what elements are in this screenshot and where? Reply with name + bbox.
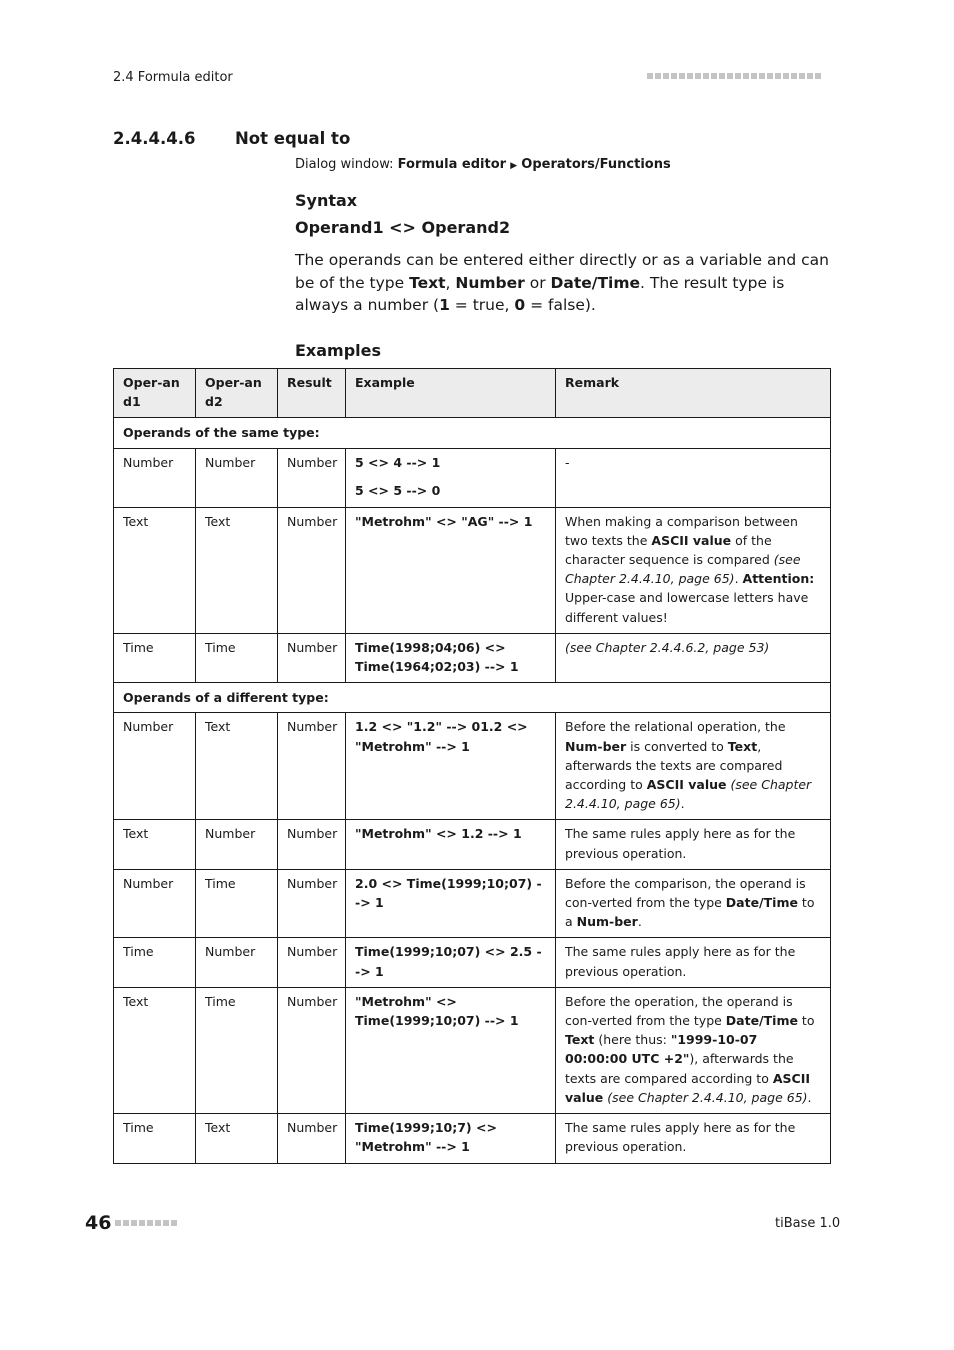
- cell-example: 1.2 <> "1.2" --> 01.2 <> "Metrohm" --> 1: [346, 713, 556, 820]
- table-row: [114, 820, 831, 869]
- cell-remark: The same rules apply here as for the previous operation.: [556, 1114, 831, 1163]
- group-label: Operands of the same type:: [114, 418, 831, 448]
- remark-bold: Date/Time: [725, 895, 798, 911]
- cell-operand1: Text: [114, 820, 196, 869]
- cell-operand2: Number: [196, 938, 278, 987]
- remark-reference: (see Chapter 2.4.4.10, page 65): [607, 1089, 808, 1105]
- footer-decoration: [115, 1220, 177, 1226]
- cell-example: "Metrohm" <> 1.2 --> 1: [346, 820, 556, 869]
- cell-operand2: Time: [196, 869, 278, 938]
- remark-text: .: [637, 914, 642, 930]
- cell-example: 2.0 <> Time(1999;10;07) --> 1: [346, 869, 556, 938]
- remark-text: of the character sequence is compared: [565, 532, 774, 568]
- cell-example: Time(1998;04;06) <> Time(1964;02;03) --> 1: [346, 633, 556, 682]
- syntax-formula: Operand1 <> Operand2: [295, 218, 511, 237]
- dialog-prefix: Dialog window:: [295, 157, 394, 172]
- cell-example: "Metrohm" <> "AG" --> 1: [346, 507, 556, 633]
- cell-operand1: Text: [114, 507, 196, 633]
- cell-operand2: Number: [196, 820, 278, 869]
- desc-text: . The result type is always a number (: [295, 273, 785, 314]
- header-decoration: [647, 73, 821, 79]
- cell-result: Number: [278, 633, 346, 682]
- remark-bold: ASCII value: [646, 777, 727, 793]
- examples-heading: Examples: [295, 341, 382, 360]
- cell-example: Time(1999;10;07) <> 2.5 --> 1: [346, 938, 556, 987]
- remark-text: Before the operation, the operand is con-verted from the type: [565, 993, 793, 1029]
- cell-remark: -: [556, 448, 831, 507]
- cell-operand1: Number: [114, 713, 196, 820]
- cell-result: Number: [278, 713, 346, 820]
- remark-bold: Date/Time: [725, 1013, 798, 1029]
- section-number: 2.4.4.4.6: [113, 129, 196, 148]
- remark-bold: ASCII value: [565, 1070, 810, 1105]
- remark-bold: ASCII value: [651, 532, 732, 548]
- desc-text: = false).: [525, 296, 596, 314]
- remark-reference: (see Chapter 2.4.4.10, page 65): [565, 777, 812, 812]
- cell-operand1: Time: [114, 938, 196, 987]
- remark-bold: Text: [727, 738, 758, 754]
- example-line: 5 <> 5 --> 0: [355, 482, 441, 498]
- table-row: [114, 633, 831, 682]
- cell-example: [346, 448, 556, 507]
- product-name: tiBase 1.0: [775, 1216, 841, 1231]
- examples-table: [113, 368, 831, 1164]
- table-row: [114, 987, 831, 1113]
- section-title: Not equal to: [235, 129, 351, 148]
- cell-example: "Metrohm" <> Time(1999;10;07) --> 1: [346, 987, 556, 1113]
- remark-text: (here thus:: [594, 1032, 671, 1048]
- remark-bold: Num-ber: [565, 738, 627, 754]
- remark-text: Before the relational operation, the: [565, 719, 786, 735]
- page-number: 46: [85, 1212, 112, 1234]
- remark-bold: "1999-10-07 00:00:00 UTC +2": [565, 1032, 758, 1067]
- cell-operand2: Text: [196, 713, 278, 820]
- table-row: [114, 1114, 831, 1163]
- col-header-operand2: Oper-and2: [196, 369, 278, 418]
- remark-text: .: [734, 571, 743, 587]
- description-paragraph: [295, 249, 835, 317]
- remark-bold: Attention:: [742, 571, 815, 587]
- remark-text: .: [807, 1089, 812, 1105]
- remark-bold: Num-ber: [576, 914, 638, 930]
- table-row: [114, 713, 831, 820]
- cell-operand1: Number: [114, 869, 196, 938]
- group-row-same-type: [114, 418, 831, 448]
- syntax-heading: Syntax: [295, 191, 358, 210]
- table-header-row: [114, 369, 831, 418]
- cell-operand1: Text: [114, 987, 196, 1113]
- dialog-path-2: Operators/Functions: [521, 157, 671, 172]
- dialog-path: [295, 157, 671, 172]
- table-row: [114, 938, 831, 987]
- cell-remark: The same rules apply here as for the previous operation.: [556, 938, 831, 987]
- cell-remark: [556, 987, 831, 1113]
- desc-text: The operands can be entered either directly or as a variable and can be of the type: [295, 251, 829, 292]
- cell-operand2: Text: [196, 507, 278, 633]
- desc-sep: or: [524, 273, 551, 292]
- group-label: Operands of a different type:: [114, 683, 831, 713]
- cell-operand1: Time: [114, 633, 196, 682]
- running-header-title: 2.4 Formula editor: [113, 70, 233, 85]
- cell-remark: The same rules apply here as for the previous operation.: [556, 820, 831, 869]
- remark-text: , afterwards the texts are compared according to: [565, 738, 783, 793]
- remark-text: to a: [565, 895, 815, 930]
- cell-remark: [556, 633, 831, 682]
- cell-operand2: Text: [196, 1114, 278, 1163]
- cell-operand2: Time: [196, 987, 278, 1113]
- col-header-example: Example: [346, 369, 556, 418]
- cell-result: Number: [278, 987, 346, 1113]
- cell-remark: [556, 713, 831, 820]
- cell-operand2: Number: [196, 448, 278, 507]
- remark-text: Upper-case and lowercase letters have different values!: [565, 590, 809, 625]
- remark-text: to: [797, 1013, 815, 1029]
- cell-result: Number: [278, 869, 346, 938]
- table-row: [114, 448, 831, 507]
- cell-result: Number: [278, 938, 346, 987]
- dialog-path-1: Formula editor: [397, 157, 507, 172]
- table-row: [114, 869, 831, 938]
- desc-sep: ,: [445, 273, 456, 292]
- desc-text: = true,: [449, 296, 515, 314]
- remark-bold: Text: [565, 1032, 595, 1048]
- col-header-operand1: Oper-and1: [114, 369, 196, 418]
- remark-text: is converted to: [626, 738, 728, 754]
- cell-result: Number: [278, 448, 346, 507]
- desc-type-number: Number: [455, 273, 525, 292]
- triangle-icon: ▶: [510, 161, 518, 171]
- cell-example: Time(1999;10;7) <> "Metrohm" --> 1: [346, 1114, 556, 1163]
- cell-result: Number: [278, 820, 346, 869]
- desc-false-value: 0: [514, 296, 526, 314]
- remark-text: Before the comparison, the operand is con-verted from the type: [565, 875, 806, 911]
- cell-result: Number: [278, 507, 346, 633]
- cell-remark: [556, 869, 831, 938]
- remark-text: .: [680, 796, 685, 812]
- cell-operand2: Time: [196, 633, 278, 682]
- col-header-remark: Remark: [556, 369, 831, 418]
- cell-result: Number: [278, 1114, 346, 1163]
- desc-true-value: 1: [439, 296, 450, 314]
- remark-text: When making a comparison between two texts the: [565, 513, 798, 548]
- desc-type-text: Text: [409, 273, 446, 292]
- remark-text: ), afterwards the texts are compared according to: [565, 1051, 794, 1086]
- example-line: 5 <> 4 --> 1: [355, 454, 441, 470]
- desc-type-datetime: Date/Time: [550, 273, 640, 292]
- cell-operand1: Number: [114, 448, 196, 507]
- cell-remark: [556, 507, 831, 633]
- remark-reference: (see Chapter 2.4.4.6.2, page 53): [565, 639, 770, 655]
- group-row-different-type: [114, 683, 831, 713]
- table-row: [114, 507, 831, 633]
- cell-operand1: Time: [114, 1114, 196, 1163]
- remark-reference: (see Chapter 2.4.4.10, page 65): [565, 552, 801, 587]
- col-header-result: Result: [278, 369, 346, 418]
